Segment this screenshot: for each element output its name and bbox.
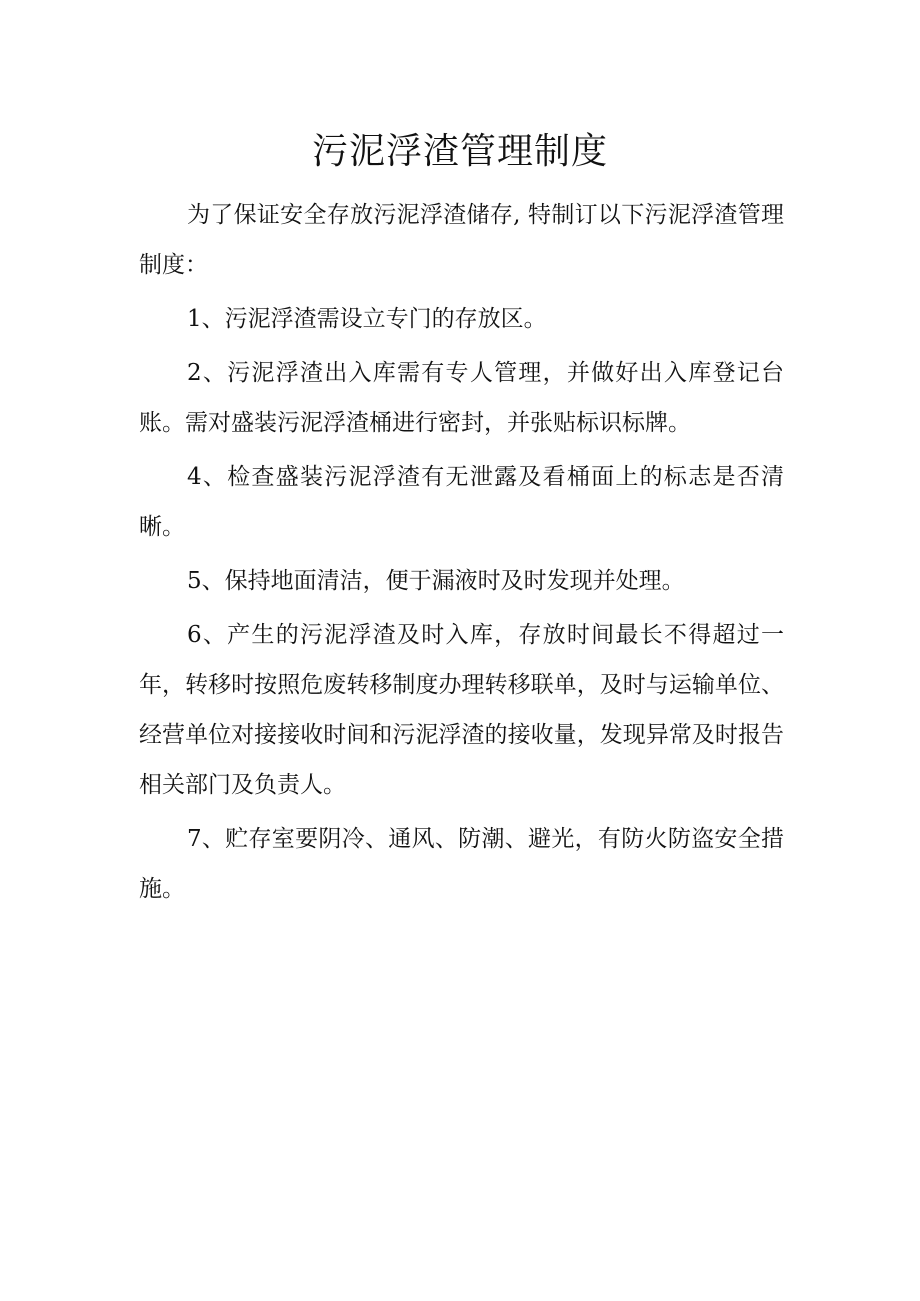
intro-paragraph: 为了保证安全存放污泥浮渣储存, 特制订以下污泥浮渣管理制度： [139, 202, 784, 278]
document-title: 污泥浮渣管理制度 [311, 131, 608, 172]
document-body [139, 190, 784, 918]
rule-4-paragraph: 4、检查盛装污泥浮渣有无泄露及看桶面上的标志是否清晰。 [139, 464, 784, 540]
rule-6-paragraph: 6、产生的污泥浮渣及时入库，存放时间最长不得超过一年，转移时按照危废转移制度办理转移联单，及时与运输单位、经营单位对接接收时间和污泥浮渣的接收量，发现异常及时报告相关部门及负责人。 [139, 622, 784, 798]
rule-5-paragraph: 5、保持地面清洁，便于漏液时及时发现并处理。 [187, 568, 685, 594]
rule-1-paragraph: 1、污泥浮渣需设立专门的存放区。 [187, 306, 547, 332]
rule-7-paragraph: 7、贮存室要阴冷、通风、防潮、避光，有防火防盗安全措施。 [139, 826, 784, 902]
rule-2-paragraph: 2、污泥浮渣出入库需有专人管理，并做好出入库登记台账。需对盛装污泥浮渣桶进行密封，并张贴标识标牌。 [139, 360, 784, 436]
